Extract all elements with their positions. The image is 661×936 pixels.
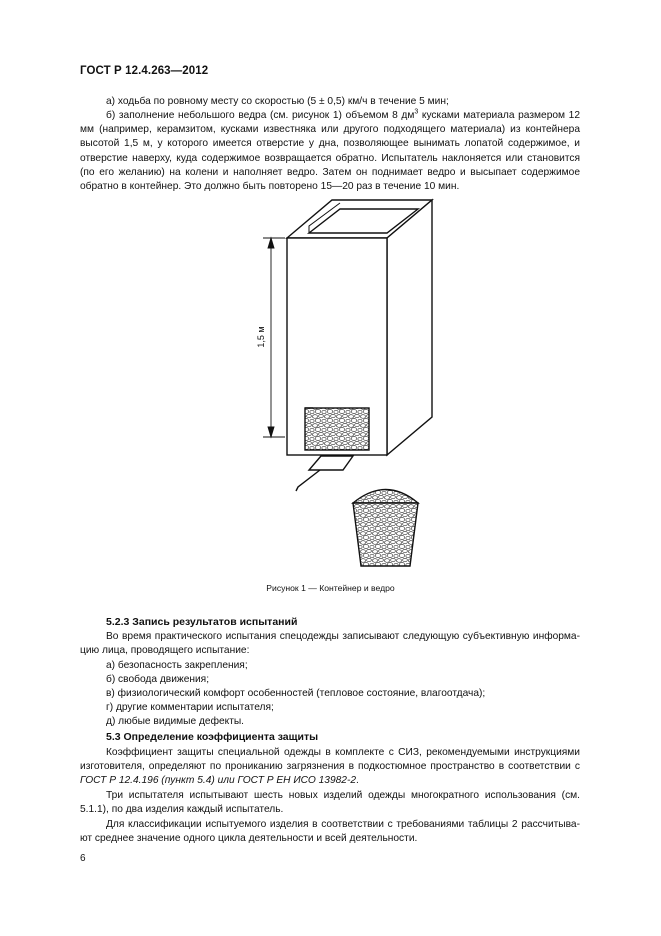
section-5-2-3-title: 5.2.3 Запись результатов испытаний bbox=[106, 616, 298, 628]
list-item-b-text-cont: кусками материала размером 12 мм (например, керамзитом, кусками известняка или другого подходящего материала) из контейнера высотой 1,5 м, у которого имеется отверстие у дна, позволяющее вынимать лопатой содержимое, и отверстие наверху, куда содержимое возвращается обратно. Испытатель наклоняется или становится (по его желанию) на колени и наполняет ведро. Затем он поднимает ведро и высыпает содержимое обратно в контейнер. Это должно быть повторено 15—20 раз в течение 10 мин. bbox=[80, 110, 580, 193]
paragraph-end: . bbox=[356, 775, 359, 787]
dimension-label: 1,5 м bbox=[256, 326, 266, 348]
list-item: д) любые видимые дефекты. bbox=[106, 716, 245, 727]
list-item-b-text: б) заполнение небольшого ведра (см. рисунок 1) объемом 8 дм bbox=[106, 110, 415, 121]
container-bottom-opening bbox=[305, 408, 369, 450]
list-item: б) свобода движения; bbox=[106, 674, 210, 685]
height-dimension bbox=[263, 238, 285, 437]
section-5-3-paragraph-2: Три испытателя испытывают шесть новых изделий одежды многократного использования (см. 5.1.1), по два изделия каждый испытатель. bbox=[80, 790, 580, 816]
cubic-superscript: 3 bbox=[414, 108, 419, 116]
section-5-3-paragraph-1 bbox=[80, 746, 580, 789]
document-header: ГОСТ Р 12.4.263—2012 bbox=[80, 65, 209, 77]
container-right-face bbox=[387, 200, 432, 455]
figure-caption: Рисунок 1 — Контейнер и ведро bbox=[266, 583, 395, 593]
section-5-3-paragraph-3: Для классификации испытуемого изделия в соответствии с требованиями таблицы 2 рассчитывают среднее значение одного цикла деятельности и всей деятельности. bbox=[80, 819, 580, 845]
list-item: г) другие комментарии испытателя; bbox=[106, 702, 274, 713]
standard-reference: ГОСТ Р 12.4.196 (пункт 5.4) или ГОСТ Р ЕН ИСО 13982-2 bbox=[80, 775, 357, 787]
section-5-3-title: 5.3 Определение коэффициента защиты bbox=[106, 731, 319, 743]
list-item: в) физиологический комфорт особенностей (тепловое состояние, влагоотдача); bbox=[106, 688, 486, 699]
list-item: а) безопасность закрепления; bbox=[106, 660, 248, 671]
shovel bbox=[296, 456, 353, 491]
bucket bbox=[353, 490, 418, 567]
container-box bbox=[287, 200, 432, 455]
list-item-a: а) ходьба по ровному месту со скоростью (5 ± 0,5) км/ч в течение 5 мин; bbox=[106, 96, 449, 107]
paragraph-text: Коэффициент защиты специальной одежды в комплекте с СИЗ, рекомендуемыми инструкциями изготовителя, определяют по прониканию загрязнения в подкостюмное пространство в соответствии с bbox=[80, 747, 580, 773]
section-5-2-3-intro: Во время практического испытания спецодежды записывают следующую субъективную информацию лица, проводящего испытание: bbox=[80, 631, 580, 657]
page-number: 6 bbox=[80, 853, 86, 864]
